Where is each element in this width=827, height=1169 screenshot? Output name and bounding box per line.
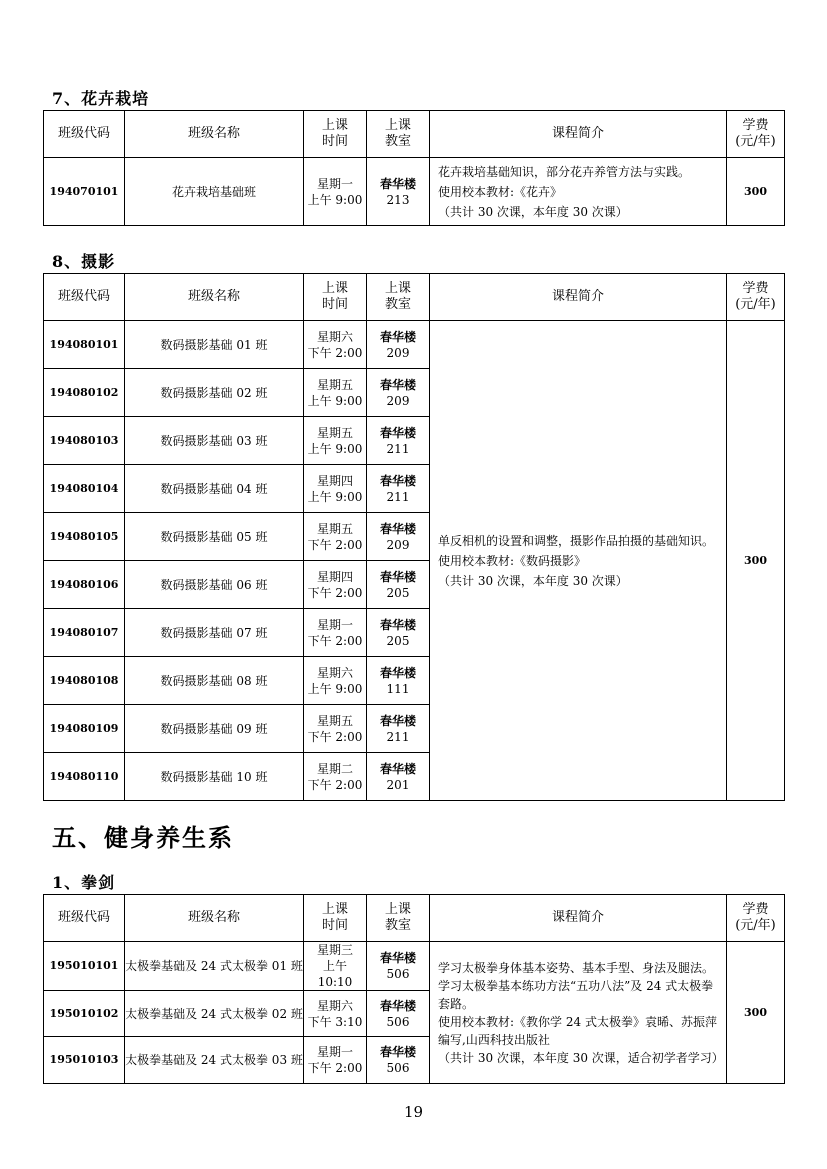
table-row <box>44 158 785 226</box>
class-room: 春华楼 506 <box>367 942 430 991</box>
class-name: 太极拳基础及 24 式太极拳 01 班 <box>125 942 304 991</box>
class-time: 星期四 上午 9:00 <box>304 465 367 513</box>
class-time: 星期五 下午 2:00 <box>304 705 367 753</box>
class-room: 春华楼 506 <box>367 991 430 1037</box>
class-name: 太极拳基础及 24 式太极拳 03 班 <box>125 1037 304 1084</box>
header-fee: 学费 (元/年) <box>727 274 785 321</box>
class-code: 195010101 <box>44 942 125 991</box>
class-time: 星期四 下午 2:00 <box>304 561 367 609</box>
class-name: 数码摄影基础 04 班 <box>125 465 304 513</box>
header-code: 班级代码 <box>44 895 125 942</box>
class-room: 春华楼 209 <box>367 369 430 417</box>
course-intro: 花卉栽培基础知识，部分花卉养管方法与实践。 使用校本教材:《花卉》 （共计 30 次课，本年度 30 次课） <box>430 158 727 226</box>
class-time: 星期一 下午 2:00 <box>304 609 367 657</box>
header-code: 班级代码 <box>44 111 125 158</box>
class-room: 春华楼 211 <box>367 465 430 513</box>
class-code: 194080105 <box>44 513 125 561</box>
class-room: 春华楼 111 <box>367 657 430 705</box>
class-time: 星期二 下午 2:00 <box>304 753 367 801</box>
header-intro: 课程简介 <box>430 274 727 321</box>
header-room: 上课 教室 <box>367 895 430 942</box>
course-intro: 学习太极拳身体基本姿势、基本手型、身法及腿法。学习太极拳基本练功方法“五功八法”及 24 式太极拳套路。 使用校本教材:《教你学 24 式太极拳》袁晞、苏振萍编写,山西科技出版社 （共计 30 次课，本年度 30 次课，适合初学者学习） <box>430 942 727 1084</box>
class-code: 194080109 <box>44 705 125 753</box>
class-room: 春华楼 209 <box>367 321 430 369</box>
class-name: 数码摄影基础 07 班 <box>125 609 304 657</box>
class-name: 数码摄影基础 05 班 <box>125 513 304 561</box>
class-name: 数码摄影基础 02 班 <box>125 369 304 417</box>
course-fee: 300 <box>727 942 785 1084</box>
class-code: 194080108 <box>44 657 125 705</box>
class-room: 春华楼 506 <box>367 1037 430 1084</box>
class-room: 春华楼 205 <box>367 609 430 657</box>
class-room: 春华楼 201 <box>367 753 430 801</box>
class-name: 数码摄影基础 08 班 <box>125 657 304 705</box>
course-fee: 300 <box>727 158 785 226</box>
table-row <box>44 321 785 369</box>
section-title-photography: 8、摄影 <box>52 252 116 271</box>
header-name: 班级名称 <box>125 274 304 321</box>
section-title-fist-sword: 1、拳剑 <box>52 873 116 892</box>
class-room: 春华楼 213 <box>367 158 430 226</box>
header-code: 班级代码 <box>44 274 125 321</box>
class-time: 星期一 下午 2:00 <box>304 1037 367 1084</box>
class-time: 星期一 上午 9:00 <box>304 158 367 226</box>
class-room: 春华楼 211 <box>367 705 430 753</box>
page-number: 19 <box>403 1103 424 1121</box>
class-code: 194080101 <box>44 321 125 369</box>
header-name: 班级名称 <box>125 895 304 942</box>
class-name: 太极拳基础及 24 式太极拳 02 班 <box>125 991 304 1037</box>
class-time: 星期六 下午 2:00 <box>304 321 367 369</box>
class-code: 194080107 <box>44 609 125 657</box>
class-code: 194070101 <box>44 158 125 226</box>
header-fee: 学费 (元/年) <box>727 895 785 942</box>
header-room: 上课 教室 <box>367 111 430 158</box>
class-code: 195010103 <box>44 1037 125 1084</box>
class-time: 星期五 下午 2:00 <box>304 513 367 561</box>
class-room: 春华楼 209 <box>367 513 430 561</box>
class-code: 194080103 <box>44 417 125 465</box>
class-time: 星期五 上午 9:00 <box>304 369 367 417</box>
header-time: 上课 时间 <box>304 274 367 321</box>
header-intro: 课程简介 <box>430 111 727 158</box>
class-room: 春华楼 205 <box>367 561 430 609</box>
header-name: 班级名称 <box>125 111 304 158</box>
class-name: 数码摄影基础 01 班 <box>125 321 304 369</box>
photography-course-table <box>43 273 785 801</box>
class-code: 194080110 <box>44 753 125 801</box>
course-intro: 单反相机的设置和调整，摄影作品拍摄的基础知识。 使用校本教材:《数码摄影》 （共计 30 次课，本年度 30 次课） <box>430 321 727 801</box>
taichi-course-table <box>43 894 785 1084</box>
class-code: 194080102 <box>44 369 125 417</box>
class-time: 星期三 上午 10:10 <box>304 942 367 991</box>
class-time: 星期六 上午 9:00 <box>304 657 367 705</box>
header-intro: 课程简介 <box>430 895 727 942</box>
header-time: 上课 时间 <box>304 895 367 942</box>
course-fee: 300 <box>727 321 785 801</box>
class-name: 数码摄影基础 03 班 <box>125 417 304 465</box>
class-room: 春华楼 211 <box>367 417 430 465</box>
section-title-flower: 7、花卉栽培 <box>52 89 150 108</box>
class-time: 星期六 下午 3:10 <box>304 991 367 1037</box>
class-name: 数码摄影基础 09 班 <box>125 705 304 753</box>
class-time: 星期五 上午 9:00 <box>304 417 367 465</box>
header-room: 上课 教室 <box>367 274 430 321</box>
class-name: 数码摄影基础 10 班 <box>125 753 304 801</box>
department-title: 五、健身养生系 <box>52 823 234 852</box>
header-fee: 学费 (元/年) <box>727 111 785 158</box>
class-name: 数码摄影基础 06 班 <box>125 561 304 609</box>
flower-course-table <box>43 110 785 226</box>
class-code: 194080104 <box>44 465 125 513</box>
header-time: 上课 时间 <box>304 111 367 158</box>
class-code: 195010102 <box>44 991 125 1037</box>
class-name: 花卉栽培基础班 <box>125 158 304 226</box>
table-row <box>44 942 785 991</box>
class-code: 194080106 <box>44 561 125 609</box>
